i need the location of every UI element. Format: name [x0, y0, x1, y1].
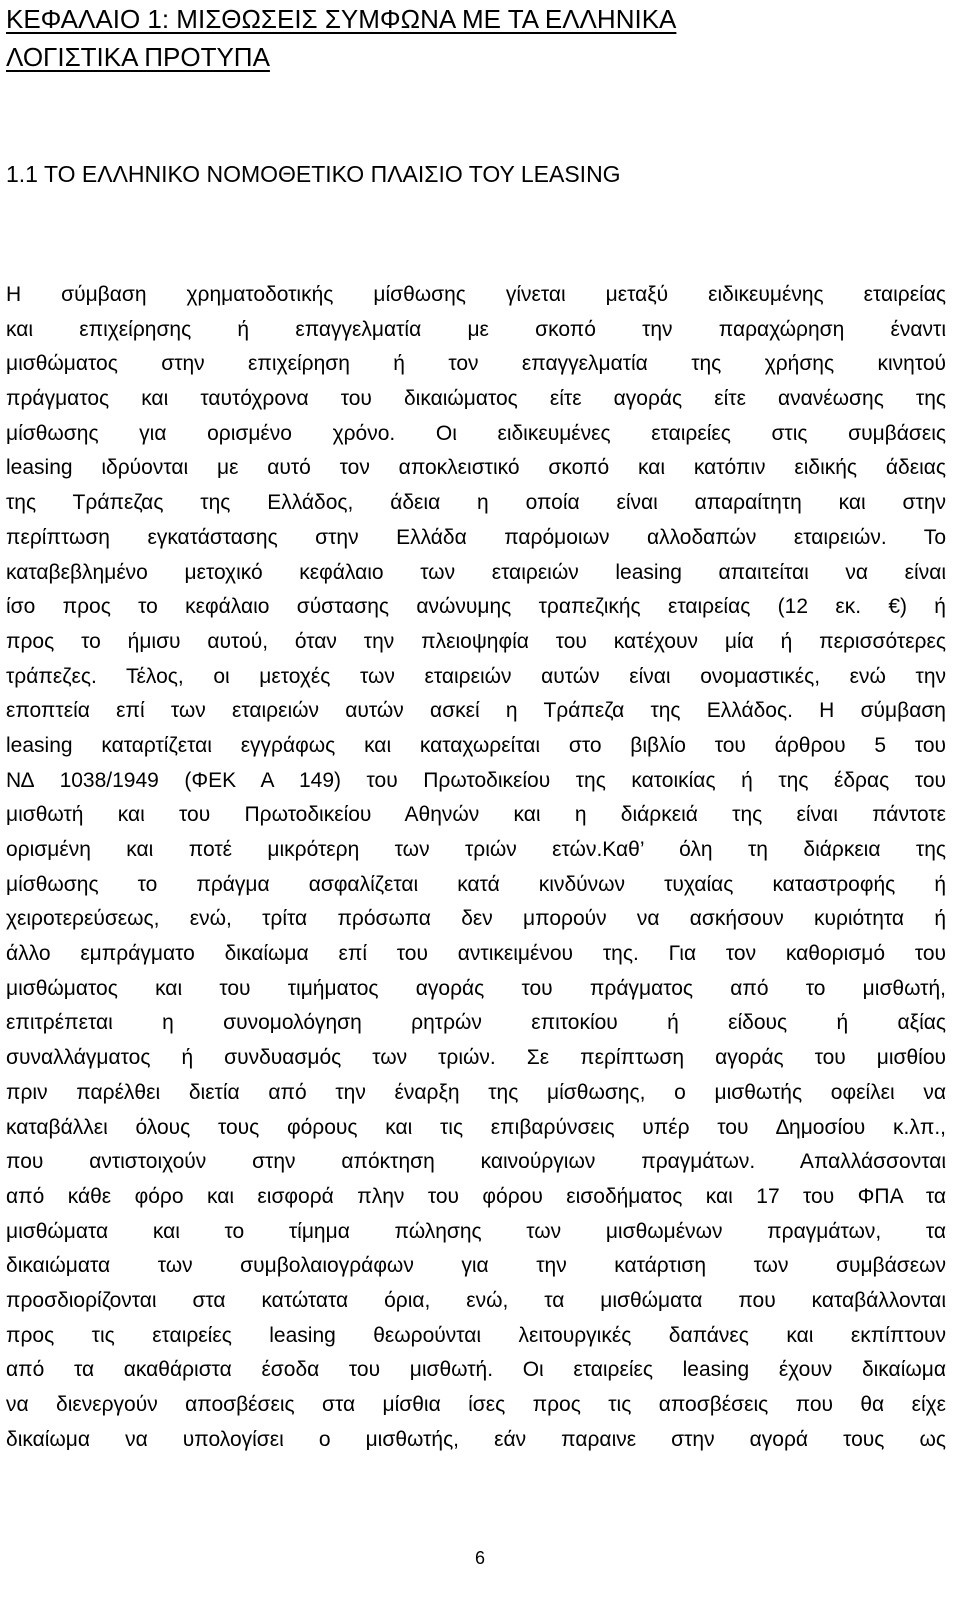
- body-line: ορισμένη και ποτέ μικρότερη των τριών ετών.Καθ’ όλη τη διάρκεια της: [6, 838, 946, 861]
- body-line: προσδιορίζονται στα κατώτατα όρια, ενώ, τα μισθώματα που καταβάλλονται: [6, 1288, 946, 1312]
- body-line: πράγματος και ταυτόχρονα του δικαιώματος είτε αγοράς είτε ανανέωσης της: [6, 387, 946, 411]
- body-line: δικαίωμα να υπολογίσει ο μισθωτής, εάν παραινε στην αγορά τους ως: [6, 1427, 946, 1451]
- body-line: χειροτερεύσεως, ενώ, τρίτα πρόσωπα δεν μπορούν να ασκήσουν κυριότητα ή: [6, 907, 946, 931]
- body-line: leasing ιδρύονται με αυτό τον αποκλειστικό σκοπό και κατόπιν ειδικής άδειας: [6, 456, 946, 480]
- body-line: προς το ήμισυ αυτού, όταν την πλειοψηφία του κατέχουν μία ή περισσότερες: [6, 629, 946, 653]
- body-line: περίπτωση εγκατάστασης στην Ελλάδα παρόμοιων αλλοδαπών εταιρειών. Το: [6, 525, 946, 549]
- body-line: καταβεβλημένο μετοχικό κεφάλαιο των εταιρειών leasing απαιτείται να είναι: [6, 560, 946, 584]
- body-line: να διενεργούν αποσβέσεις στα μίσθια ίσες προς τις αποσβέσεις που θα είχε: [6, 1393, 946, 1416]
- body-line: ίσο προς το κεφάλαιο σύστασης ανώνυμης τραπεζικής εταιρείας (12 εκ. €) ή: [6, 595, 946, 619]
- body-line: που αντιστοιχούν στην απόκτηση καινούργιων πραγμάτων. Απαλλάσσονται: [6, 1150, 946, 1174]
- body-line: μισθώματα και το τίμημα πώλησης των μισθωμένων πραγμάτων, τα: [6, 1219, 946, 1243]
- body-line: από τα ακαθάριστα έσοδα του μισθωτή. Οι εταιρείες leasing έχουν δικαίωμα: [6, 1358, 946, 1382]
- body-line: leasing καταρτίζεται εγγράφως και καταχωρείται στο βιβλίο του άρθρου 5 του: [6, 733, 946, 757]
- body-line: μίσθωσης το πράγμα ασφαλίζεται κατά κινδύνων τυχαίας καταστροφής ή: [6, 872, 946, 896]
- body-line: εποπτεία επί των εταιρειών αυτών ασκεί η Τράπεζα της Ελλάδος. Η σύμβαση: [6, 699, 946, 723]
- body-line: μίσθωσης για ορισμένο χρόνο. Οι ειδικευμένες εταιρείες στις συμβάσεις: [6, 421, 946, 445]
- body-line: Ν∆ 1038/1949 (ΦΕΚ Α 149) του Πρωτοδικείου της κατοικίας ή της έδρας του: [6, 768, 946, 792]
- chapter-title-line-1: ΚΕΦΑΛΑΙΟ 1: ΜΙΣΘΩΣΕΙΣ ΣΥΜΦΩΝΑ ΜΕ ΤΑ ΕΛΛΗΝΙΚΑ: [6, 4, 677, 34]
- body-line: καταβάλλει όλους τους φόρους και τις επιβαρύνσεις υπέρ του ∆ημοσίου κ.λπ.,: [6, 1115, 946, 1139]
- body-line: άλλο εμπράγματο δικαίωμα επί του αντικειμένου της. Για τον καθορισμό του: [6, 942, 946, 966]
- body-line: προς τις εταιρείες leasing θεωρούνται λειτουργικές δαπάνες και εκπίπτουν: [6, 1323, 946, 1347]
- body-paragraph: [6, 278, 946, 1457]
- body-line: συναλλάγματος ή συνδυασμός των τριών. Σε περίπτωση αγοράς του μισθίου: [6, 1046, 946, 1070]
- body-line: μισθώματος στην επιχείρηση ή τον επαγγελματία της χρήσης κινητού: [6, 352, 946, 376]
- body-line: μισθώματος και του τιμήματος αγοράς του πράγματος από το μισθωτή,: [6, 976, 946, 1000]
- section-title: 1.1 ΤΟ ΕΛΛΗΝΙΚΟ ΝΟΜΟΘΕΤΙΚΟ ΠΛΑΙΣΙΟ ΤΟΥ LEASING: [6, 161, 621, 187]
- body-line: δικαιώματα των συμβολαιογράφων για την κατάρτιση των συμβάσεων: [6, 1254, 946, 1278]
- body-line: και επιχείρησης ή επαγγελματία με σκοπό την παραχώρηση έναντι: [6, 317, 946, 341]
- body-line: επιτρέπεται η συνομολόγηση ρητρών επιτοκίου ή είδους ή αξίας: [6, 1011, 946, 1035]
- page-number: 6: [474, 1548, 485, 1568]
- chapter-title-line-2: ΛΟΓΙΣΤΙΚΑ ΠΡΟΤΥΠΑ: [6, 42, 270, 72]
- body-line: μισθωτή και του Πρωτοδικείου Αθηνών και η διάρκειά της είναι πάντοτε: [6, 803, 946, 827]
- body-line: τράπεζες. Τέλος, οι μετοχές των εταιρειών αυτών είναι ονομαστικές, ενώ την: [6, 664, 946, 688]
- body-line: της Τράπεζας της Ελλάδος, άδεια η οποία είναι απαραίτητη και στην: [6, 491, 946, 515]
- body-line: πριν παρέλθει διετία από την έναρξη της μίσθωσης, ο μισθωτής οφείλει να: [6, 1080, 946, 1104]
- body-line: Η σύμβαση χρηματοδοτικής μίσθωσης γίνεται μεταξύ ειδικευμένης εταιρείας: [6, 283, 946, 306]
- chapter-title: [6, 0, 936, 76]
- body-line: από κάθε φόρο και εισφορά πλην του φόρου εισοδήματος και 17 του ΦΠΑ τα: [6, 1184, 946, 1208]
